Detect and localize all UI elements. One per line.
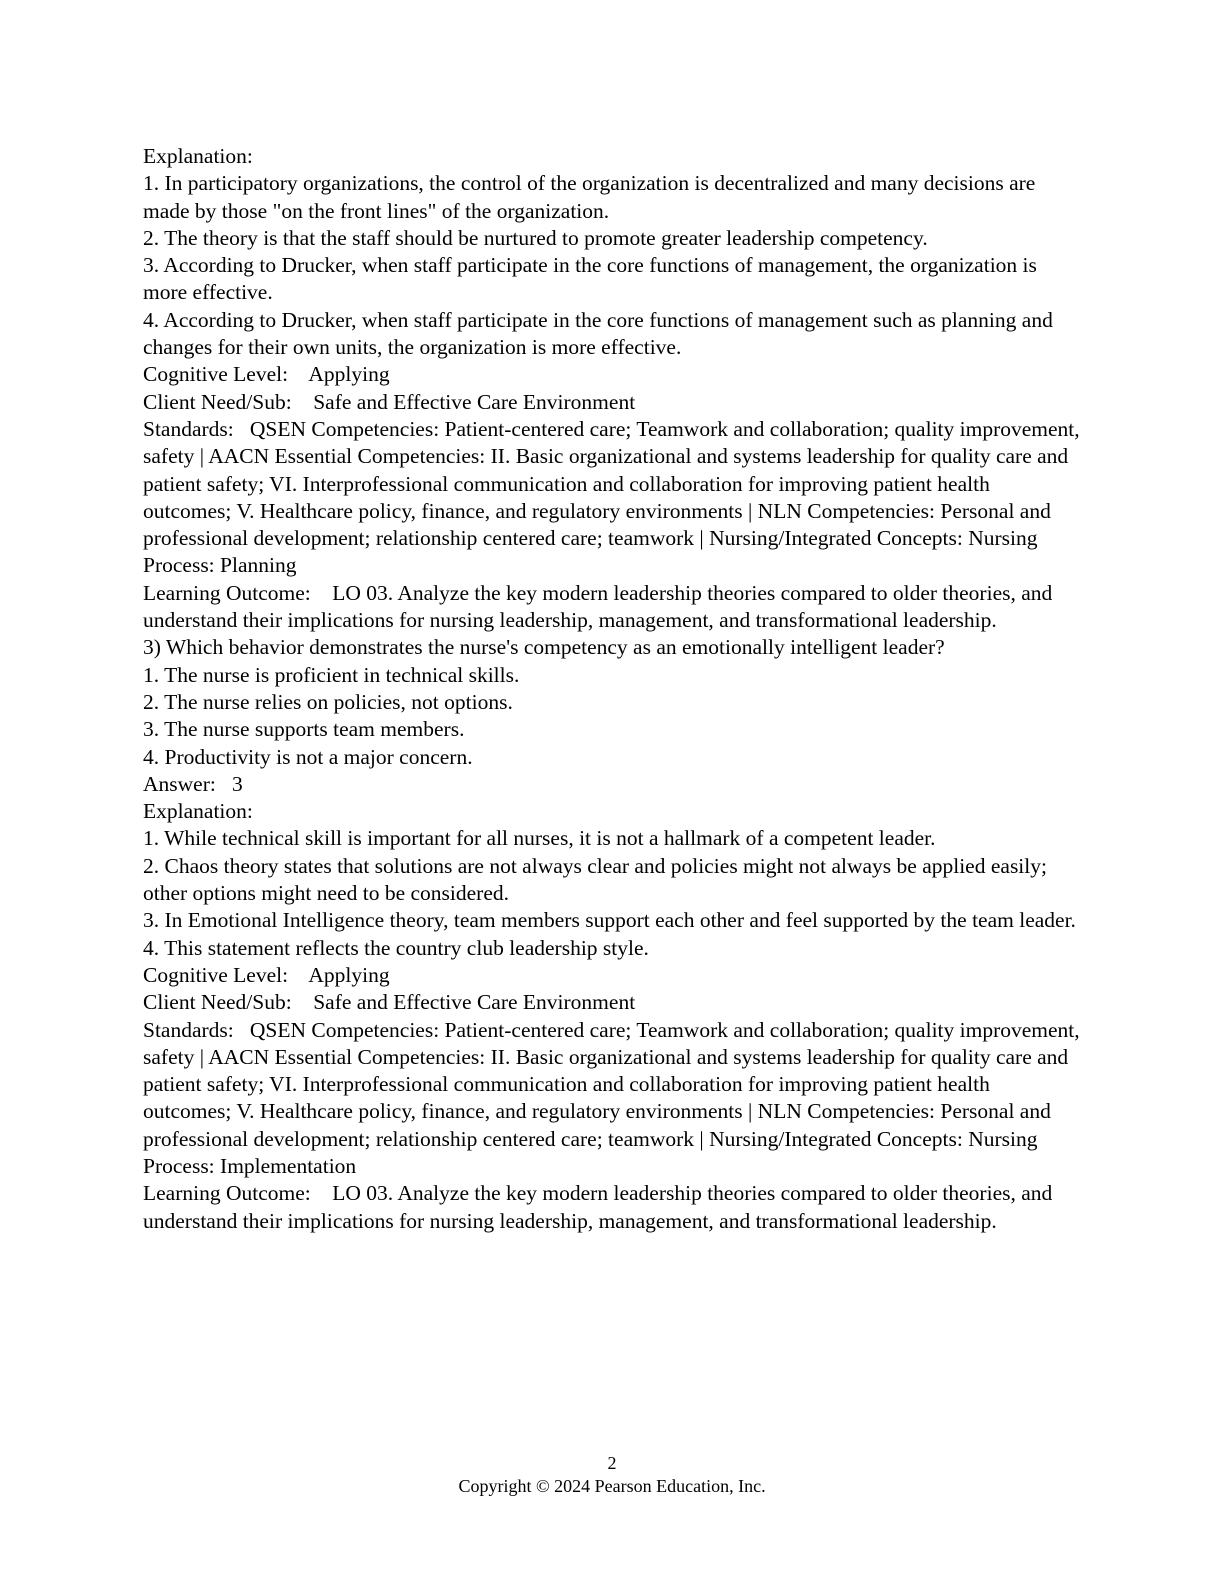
page-number: 2 — [607, 1453, 617, 1473]
answer-option: 4. Productivity is not a major concern. — [143, 744, 473, 769]
client-need: Client Need/Sub: Safe and Effective Care Environment — [143, 389, 636, 414]
cognitive-level: Cognitive Level: Applying — [143, 362, 390, 387]
explanation-heading: Explanation: — [143, 799, 253, 824]
question-text: 3) Which behavior demonstrates the nurse's competency as an emotionally intelligent leader? — [143, 635, 945, 660]
answer-option: 3. The nurse supports team members. — [143, 717, 465, 742]
learning-outcome: Learning Outcome: LO 03. Analyze the key modern leadership theories compared to older theories, and understand their implications for nursing leadership, management, and transformational leadership. — [143, 1181, 1058, 1233]
explanation-heading: Explanation: — [143, 144, 253, 168]
document-body — [143, 143, 1086, 1235]
explanation-item: 3. In Emotional Intelligence theory, team members support each other and feel supported by the team leader. — [143, 908, 1076, 933]
explanation-item: 2. The theory is that the staff should be nurtured to promote greater leadership competency. — [143, 225, 928, 250]
explanation-item: 1. In participatory organizations, the control of the organization is decentralized and many decisions are made by those "on the front lines" of the organization. — [143, 171, 1041, 223]
answer-key: Answer: 3 — [143, 771, 243, 796]
explanation-item: 3. According to Drucker, when staff participate in the core functions of management, the organization is more effective. — [143, 253, 1043, 305]
cognitive-level: Cognitive Level: Applying — [143, 962, 390, 987]
answer-option: 2. The nurse relies on policies, not options. — [143, 689, 513, 714]
standards: Standards: QSEN Competencies: Patient-centered care; Teamwork and collaboration; quality improvement, safety | AACN Essential Competencies: II. Basic organizational and systems leadership for quality care and patient safety; VI. Interprofessional communication and collaboration for improving patient health outcomes; V. Healthcare policy, finance, and regulatory environments | NLN Competencies: Personal and professional development; relationship centered care; teamwork | Nursing/Integrated Concepts: Nursing Process: Planning — [143, 416, 1086, 578]
learning-outcome: Learning Outcome: LO 03. Analyze the key modern leadership theories compared to older theories, and understand their implications for nursing leadership, management, and transformational leadership. — [143, 580, 1058, 633]
copyright-notice: Copyright © 2024 Pearson Education, Inc. — [458, 1476, 766, 1496]
explanation-item: 2. Chaos theory states that solutions are not always clear and policies might not always be applied easily; other options might need to be considered. — [143, 853, 1053, 906]
standards: Standards: QSEN Competencies: Patient-centered care; Teamwork and collaboration; quality improvement, safety | AACN Essential Competencies: II. Basic organizational and systems leadership for quality care and patient safety; VI. Interprofessional communication and collaboration for improving patient health outcomes; V. Healthcare policy, finance, and regulatory environments | NLN Competencies: Personal and professional development; relationship centered care; teamwork | Nursing/Integrated Concepts: Nursing Process: Implementation — [143, 1017, 1086, 1178]
client-need: Client Need/Sub: Safe and Effective Care Environment — [143, 990, 636, 1015]
explanation-item: 1. While technical skill is important for all nurses, it is not a hallmark of a competent leader. — [143, 826, 936, 851]
answer-option: 1. The nurse is proficient in technical skills. — [143, 662, 520, 687]
explanation-item: 4. This statement reflects the country club leadership style. — [143, 935, 649, 960]
explanation-item: 4. According to Drucker, when staff participate in the core functions of management such as planning and changes for their own units, the organization is more effective. — [143, 307, 1059, 360]
